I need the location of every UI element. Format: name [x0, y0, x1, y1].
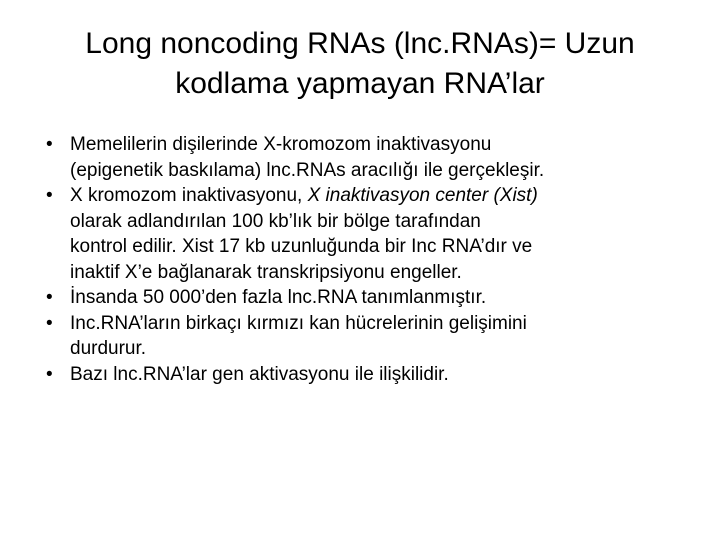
bullet-line: Bazı lnc.RNA’lar gen aktivasyonu ile ilişkilidir. — [70, 363, 449, 385]
slide-title — [30, 24, 690, 104]
bullet-line: Inc.RNA’ların birkaçı kırmızı kan hücrelerinin gelişimini — [70, 312, 527, 334]
bullet-dot-icon: • — [46, 312, 53, 334]
xist-term: X inaktivasyon center (Xist) — [307, 185, 538, 206]
bullet-text: X kromozom inaktivasyonu, — [70, 185, 308, 206]
slide-title-line: Long noncoding RNAs (lnc.RNAs)= Uzun — [85, 27, 635, 60]
bullet-line — [70, 183, 694, 209]
bullet-item — [46, 132, 694, 183]
bullet-item — [46, 362, 694, 388]
bullet-line: olarak adlandırılan 100 kb’lık bir bölge tarafından — [70, 210, 481, 232]
bullet-item — [46, 183, 694, 285]
bullet-line: Memelilerin dişilerinde X-kromozom inaktivasyonu — [70, 134, 492, 155]
bullet-line: durdurur. — [70, 338, 147, 359]
bullet-list — [46, 132, 694, 387]
bullet-line: inaktif X’e bağlanarak transkripsiyonu engeller. — [70, 261, 462, 283]
slide-title-line: kodlama yapmayan RNA’lar — [175, 67, 545, 100]
bullet-item — [46, 311, 694, 362]
bullet-dot-icon: • — [46, 363, 53, 385]
bullet-line: kontrol edilir. Xist 17 kb uzunluğunda bir Inc RNA’dır ve — [70, 236, 533, 257]
bullet-item — [46, 285, 694, 311]
bullet-dot-icon: • — [46, 287, 53, 308]
bullet-line: İnsanda 50 000’den fazla lnc.RNA tanımlanmıştır. — [70, 287, 487, 308]
bullet-line: (epigenetik baskılama) lnc.RNAs aracılığı ile gerçekleşir. — [70, 159, 545, 181]
bullet-dot-icon: • — [46, 185, 53, 206]
bullet-dot-icon: • — [46, 134, 53, 155]
